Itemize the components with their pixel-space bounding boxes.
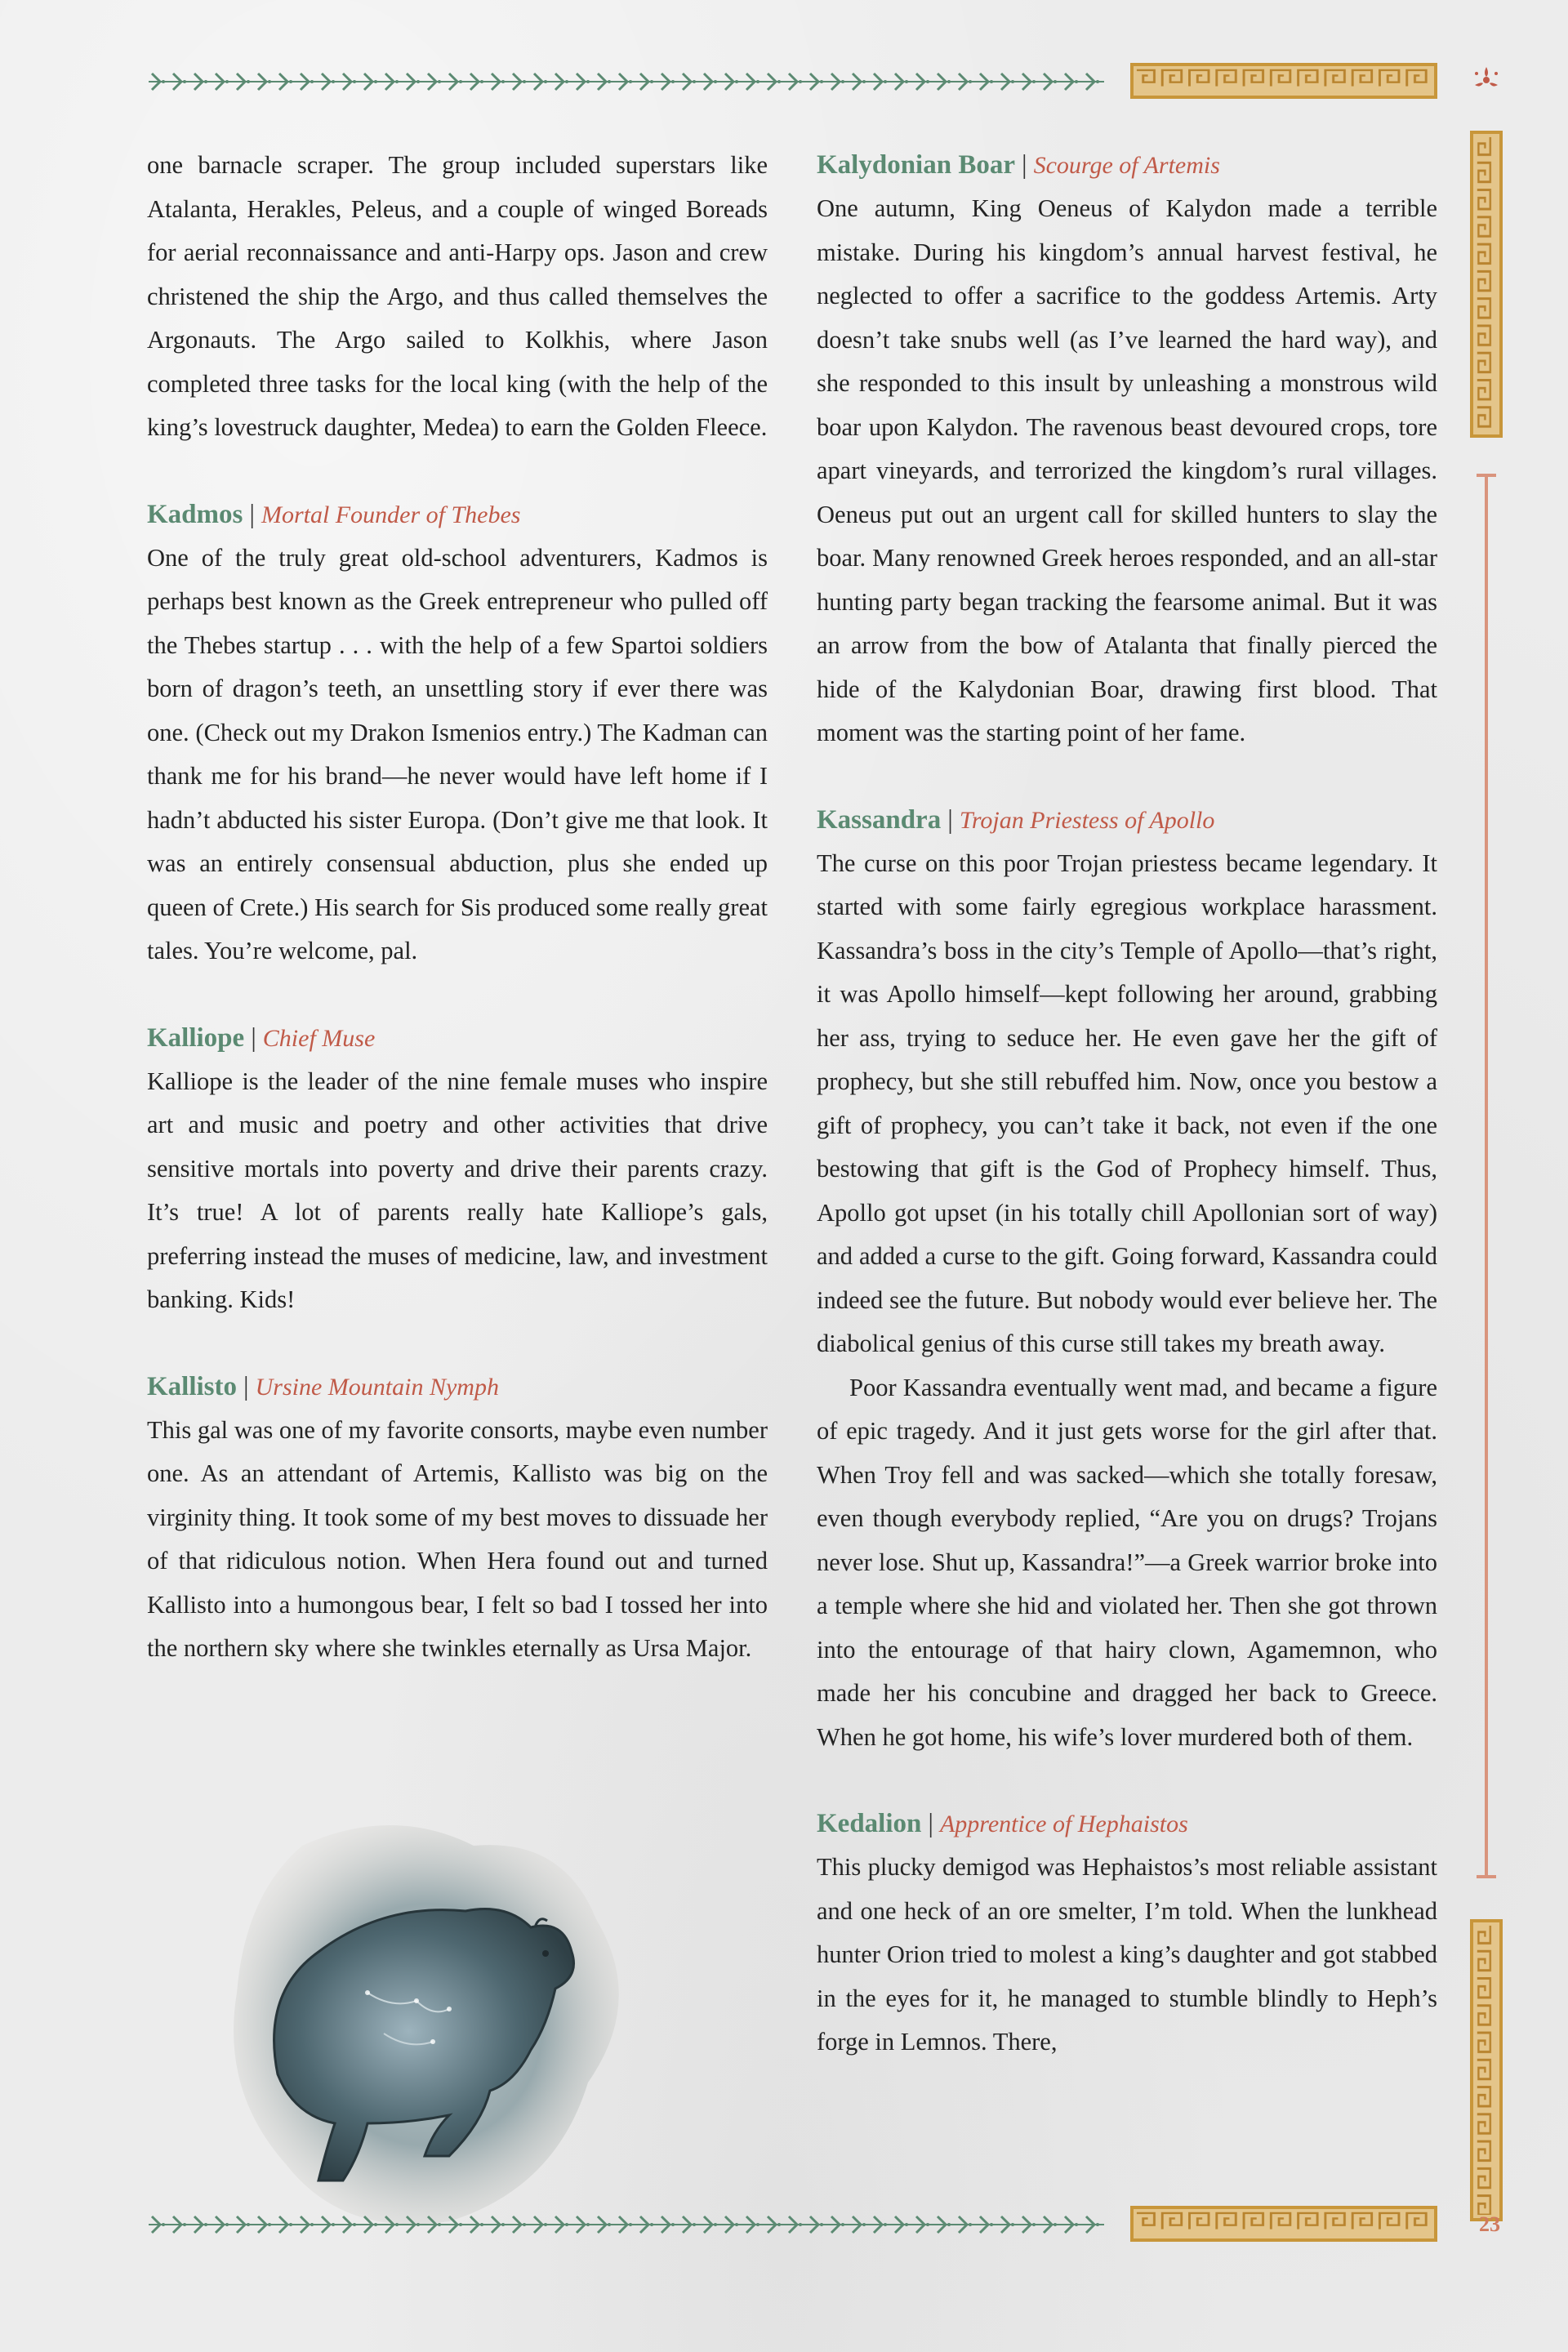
entry-paragraph: This plucky demigod was Hephaistos’s most reliable assistant and one heck of an ore smelter, I’m told. When the lunkhead hunter Orion tried to molest a king’s daughter and got stabbed in the eyes for it, he managed to stumble blindly to Heph’s forge in Lemnos. There, <box>817 1853 1437 2056</box>
left-column <box>147 144 768 1671</box>
entry-kalydonian-boar <box>817 144 1437 755</box>
entry-name: Kadmos <box>147 499 243 529</box>
entry-paragraph: This gal was one of my favorite consorts, maybe even number one. As an attendant of Artemis, Kallisto was big on the virginity thing. It took some of my best moves to dissuade her of that ridiculous notion. When Hera found out and turned Kallisto into a humongous bear, I felt so bad I tossed her into the northern sky where she twinkles eternally as Ursa Major. <box>147 1415 768 1662</box>
greek-key-ornament-side-bottom <box>1470 1919 1503 2221</box>
entry-paragraph: The curse on this poor Trojan priestess became legendary. It started with some fairly egregious workplace harassment. Kassandra’s boss in the city’s Temple of Apollo—that’s right, it was Apollo himself—kept following her around, grabbing her ass, trying to seduce her. He even gave her the gift of prophecy, but she still rebuffed him. Now, once you bestow a gift of prophecy, you can’t take it back, not even if the one bestowing that gift is the God of Prophecy himself. Thus, Apollo got upset (in his totally chill Apollonian sort of way) and added a curse to the gift. Going forward, Kassandra could indeed see the future. But nobody would ever believe her. The diabolical genius of this curse still takes my breath away. <box>817 849 1437 1357</box>
continued-paragraph: one barnacle scraper. The group included superstars like Atalanta, Herakles, Peleus, and a couple of winged Boreads for aerial reconnaissance and anti-Harpy ops. Jason and crew christened the ship the Argo, and thus called themselves the Argonauts. The Argo sailed to Kolkhis, where Jason completed three tasks for the local king (with the help of the king’s lovestruck daughter, Medea) to earn the Golden Fleece. <box>147 151 768 441</box>
entry-name: Kallisto <box>147 1371 238 1401</box>
entry-heading <box>817 1802 1437 1846</box>
right-column <box>817 144 1437 2065</box>
vine-border-bottom <box>149 2213 1104 2236</box>
entry-subtitle: Chief Muse <box>262 1024 376 1052</box>
greek-key-ornament-bottom <box>1130 2206 1437 2242</box>
entry-name: Kedalion <box>817 1809 922 1838</box>
entry-separator: | <box>251 1022 256 1053</box>
entry-separator: | <box>928 1809 933 1838</box>
entry-subtitle: Ursine Mountain Nymph <box>255 1373 499 1401</box>
entry-heading <box>147 1365 768 1409</box>
entry-kedalion <box>817 1802 1437 2065</box>
entry-heading <box>817 799 1437 842</box>
entry-separator: | <box>249 499 255 529</box>
entry-subtitle: Apprentice of Hephaistos <box>939 1811 1188 1838</box>
greek-key-ornament-top <box>1130 63 1437 99</box>
entry-paragraph: Poor Kassandra eventually went mad, and became a figure of epic tragedy. And it just gets worse for the girl after that. When Troy fell and was sacked—which she totally foresaw, even though everybody replied, “Are you on drugs? Trojans never lose. Shut up, Kassandra!”—a Greek warrior broke into a temple where she hid and violated her. Then she got thrown into the entourage of that hairy clown, Agamemnon, who made her his concubine and dragged her back to Greece. When he got home, his wife’s lover murdered both of them. <box>817 1373 1437 1751</box>
entry-separator: | <box>1021 150 1027 180</box>
entry-kallisto <box>147 1365 768 1671</box>
greek-key-ornament-side-top <box>1470 131 1503 438</box>
entry-heading <box>817 144 1437 187</box>
entry-separator: | <box>947 804 953 835</box>
vine-border-top <box>149 70 1104 93</box>
entry-subtitle: Trojan Priestess of Apollo <box>959 806 1215 834</box>
bear-illustration <box>204 1813 645 2238</box>
entry-name: Kassandra <box>817 804 942 835</box>
entry-heading <box>147 1017 768 1060</box>
entry-name: Kalliope <box>147 1022 245 1053</box>
entry-kalliope <box>147 1017 768 1322</box>
flourish-icon <box>1470 64 1503 96</box>
side-rule <box>1485 474 1488 1878</box>
entry-kassandra <box>817 799 1437 1760</box>
entry-subtitle: Mortal Founder of Thebes <box>261 501 521 528</box>
entry-paragraph: One autumn, King Oeneus of Kalydon made a terrible mistake. During his kingdom’s annual harvest festival, he neglected to offer a sacrifice to the goddess Artemis. Arty doesn’t take snubs well (as I’ve learned the hard way), and she responded to this insult by unleashing a monstrous wild boar upon Kalydon. The ravenous beast devoured crops, tore apart vineyards, and terrorized the kingdom’s rural villages. Oeneus put out an urgent call for skilled hunters to slay the boar. Many renowned Greek heroes responded, and an all-star hunting party began tracking the fearsome animal. But it was an arrow from the bow of Atalanta that finally pierced the hide of the Kalydonian Boar, drawing first blood. That moment was the starting point of her fame. <box>817 194 1437 746</box>
entry-paragraph: One of the truly great old-school adventurers, Kadmos is perhaps best known as the Greek entrepreneur who pulled off the Thebes startup . . . with the help of a few Spartoi soldiers born of dragon’s teeth, an unsettling story if ever there was one. (Check out my Drakon Ismenios entry.) The Kadman can thank me for his brand—he never would have left home if I hadn’t abducted his sister Europa. (Don’t give me that look. It was an entirely consensual abduction, plus she ended up queen of Crete.) His search for Sis produced some really great tales. You’re welcome, pal. <box>147 543 768 964</box>
entry-paragraph: Kalliope is the leader of the nine female muses who inspire art and music and poetry and other activities that drive sensitive mortals into poverty and drive their parents crazy. It’s true! A lot of parents really hate Kalliope’s gals, preferring instead the muses of medicine, law, and investment banking. Kids! <box>147 1067 768 1313</box>
entry-subtitle: Scourge of Artemis <box>1033 152 1220 179</box>
page-number: 23 <box>1479 2212 1500 2236</box>
entry-separator: | <box>243 1371 249 1401</box>
entry-name: Kalydonian Boar <box>817 150 1015 180</box>
entry-heading <box>147 493 768 537</box>
entry-kadmos <box>147 493 768 973</box>
